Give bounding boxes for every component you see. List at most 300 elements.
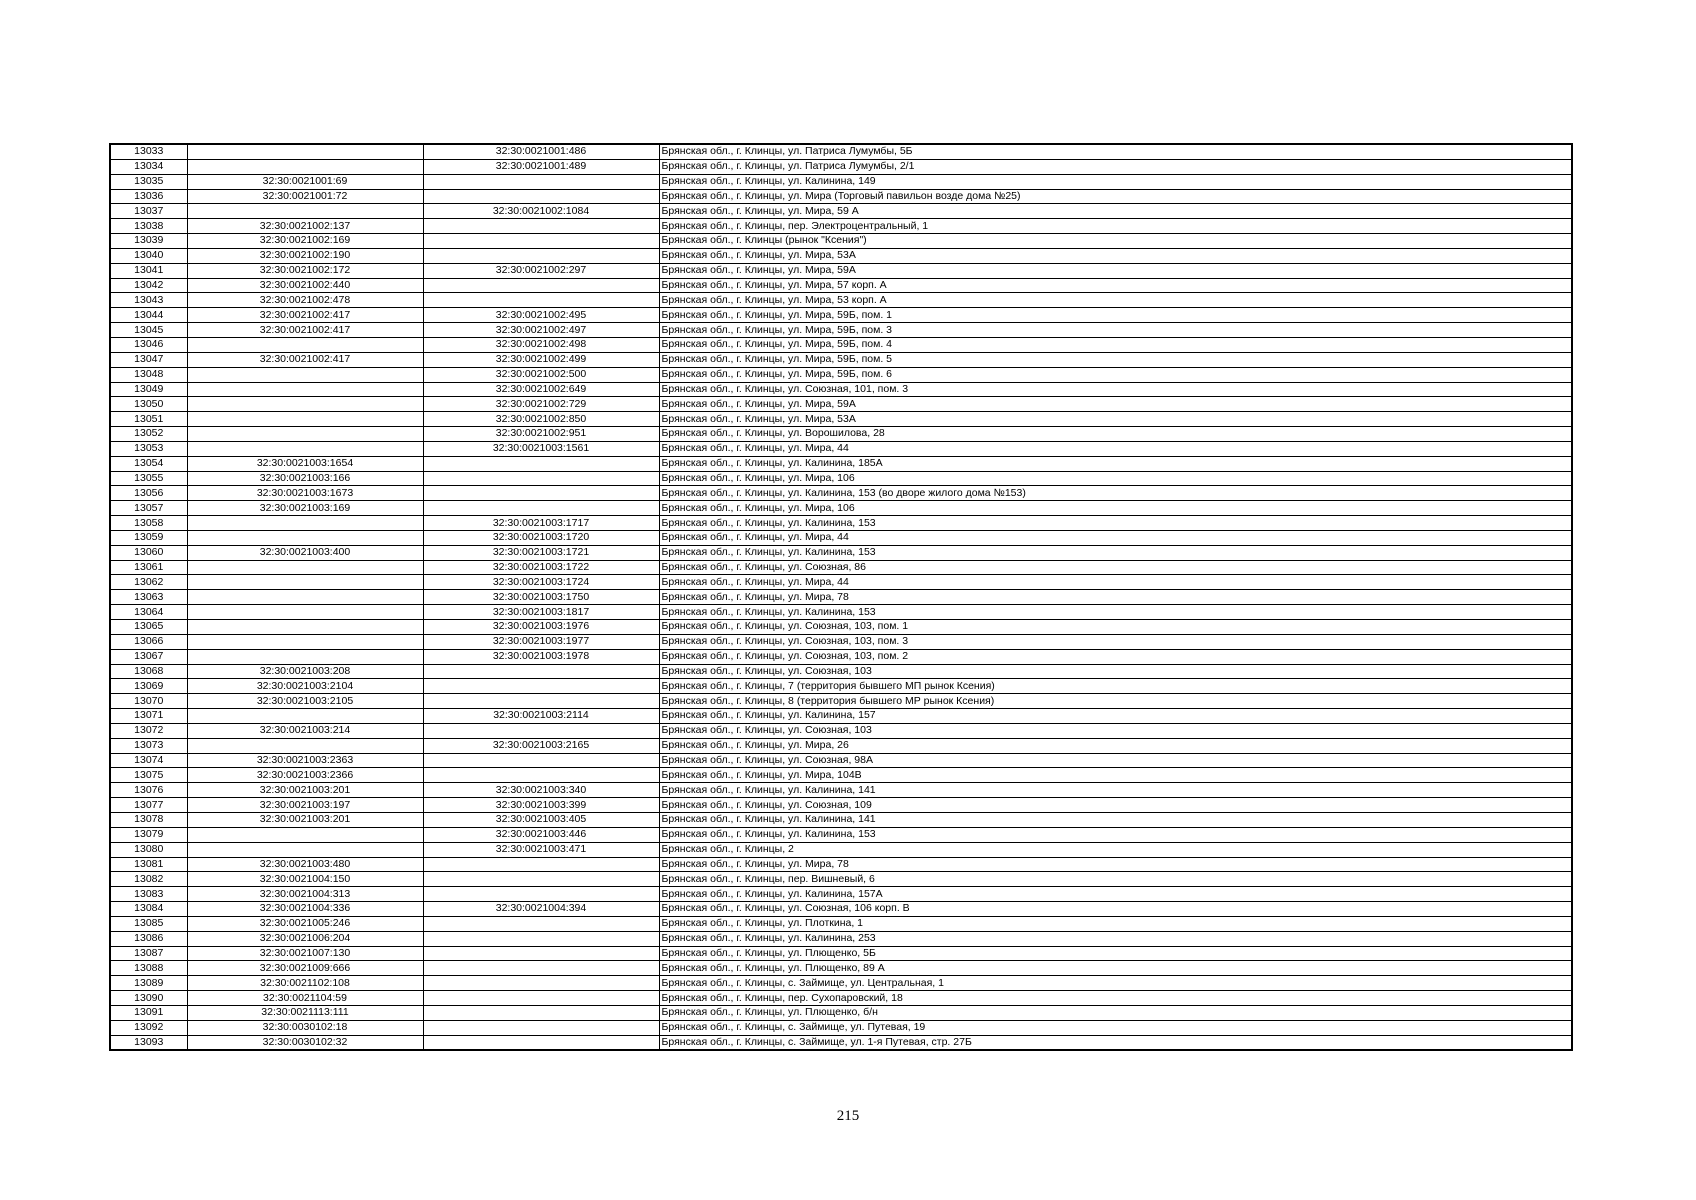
object-cadastral-cell: 32:30:0021003:1977 [423, 634, 659, 649]
address-cell: Брянская обл., г. Клинцы, ул. Мира, 78 [659, 590, 1572, 605]
row-number-cell: 13078 [110, 812, 187, 827]
table-row [110, 605, 1572, 620]
address-cell: Брянская обл., г. Клинцы, ул. Калинина, 153 [659, 605, 1572, 620]
land-cadastral-cell: 32:30:0030102:32 [187, 1035, 423, 1050]
address-cell: Брянская обл., г. Клинцы, ул. Мира, 59Б, пом. 1 [659, 308, 1572, 323]
row-number-cell: 13086 [110, 931, 187, 946]
row-number-cell: 13036 [110, 189, 187, 204]
table-row [110, 768, 1572, 783]
table-row [110, 1005, 1572, 1020]
land-cadastral-cell: 32:30:0021005:246 [187, 916, 423, 931]
row-number-cell: 13038 [110, 219, 187, 234]
object-cadastral-cell [423, 664, 659, 679]
table-row [110, 827, 1572, 842]
object-cadastral-cell [423, 961, 659, 976]
object-cadastral-cell [423, 189, 659, 204]
address-cell: Брянская обл., г. Клинцы, ул. Мира, 59Б, пом. 4 [659, 337, 1572, 352]
object-cadastral-cell: 32:30:0021003:1978 [423, 649, 659, 664]
object-cadastral-cell: 32:30:0021002:1084 [423, 204, 659, 219]
object-cadastral-cell [423, 679, 659, 694]
address-cell: Брянская обл., г. Клинцы, ул. Мира, 44 [659, 441, 1572, 456]
object-cadastral-cell: 32:30:0021002:951 [423, 427, 659, 442]
land-cadastral-cell: 32:30:0021003:201 [187, 812, 423, 827]
table-row [110, 590, 1572, 605]
table-row [110, 753, 1572, 768]
address-cell: Брянская обл., г. Клинцы, ул. Союзная, 103 [659, 723, 1572, 738]
row-number-cell: 13043 [110, 293, 187, 308]
row-number-cell: 13050 [110, 397, 187, 412]
table-row [110, 352, 1572, 367]
address-cell: Брянская обл., г. Клинцы, ул. Калинина, 157 [659, 709, 1572, 724]
address-cell: Брянская обл., г. Клинцы, ул. Мира, 59Б, пом. 5 [659, 352, 1572, 367]
address-cell: Брянская обл., г. Клинцы, 7 (территория бывшего МП рынок Ксения) [659, 679, 1572, 694]
land-cadastral-cell [187, 827, 423, 842]
row-number-cell: 13052 [110, 427, 187, 442]
row-number-cell: 13081 [110, 857, 187, 872]
row-number-cell: 13072 [110, 723, 187, 738]
row-number-cell: 13076 [110, 783, 187, 798]
row-number-cell: 13039 [110, 234, 187, 249]
table-row [110, 694, 1572, 709]
object-cadastral-cell: 32:30:0021003:405 [423, 812, 659, 827]
row-number-cell: 13079 [110, 827, 187, 842]
land-cadastral-cell: 32:30:0021113:111 [187, 1005, 423, 1020]
address-cell: Брянская обл., г. Клинцы, ул. Калинина, 153 (во дворе жилого дома №153) [659, 486, 1572, 501]
object-cadastral-cell: 32:30:0021003:1976 [423, 620, 659, 635]
object-cadastral-cell: 32:30:0021003:2165 [423, 738, 659, 753]
address-cell: Брянская обл., г. Клинцы, ул. Мира (Торговый павильон возде дома №25) [659, 189, 1572, 204]
table-row [110, 530, 1572, 545]
table-row [110, 501, 1572, 516]
table-row [110, 159, 1572, 174]
row-number-cell: 13066 [110, 634, 187, 649]
object-cadastral-cell [423, 1035, 659, 1050]
page-number: 215 [836, 1108, 860, 1124]
land-cadastral-cell: 32:30:0021003:480 [187, 857, 423, 872]
row-number-cell: 13042 [110, 278, 187, 293]
object-cadastral-cell [423, 1020, 659, 1035]
address-cell: Брянская обл., г. Клинцы, ул. Союзная, 106 корп. В [659, 902, 1572, 917]
table-row [110, 308, 1572, 323]
land-cadastral-cell [187, 412, 423, 427]
table-row [110, 560, 1572, 575]
object-cadastral-cell: 32:30:0021003:1561 [423, 441, 659, 456]
address-cell: Брянская обл., г. Клинцы, ул. Союзная, 103, пом. 2 [659, 649, 1572, 664]
object-cadastral-cell [423, 174, 659, 189]
land-cadastral-cell: 32:30:0021002:440 [187, 278, 423, 293]
row-number-cell: 13074 [110, 753, 187, 768]
address-cell: Брянская обл., г. Клинцы, ул. Мира, 44 [659, 575, 1572, 590]
land-cadastral-cell [187, 427, 423, 442]
object-cadastral-cell: 32:30:0021001:486 [423, 144, 659, 159]
table-row [110, 219, 1572, 234]
land-cadastral-cell: 32:30:0021003:197 [187, 798, 423, 813]
land-cadastral-cell: 32:30:0021004:150 [187, 872, 423, 887]
object-cadastral-cell: 32:30:0021002:495 [423, 308, 659, 323]
table-row [110, 887, 1572, 902]
land-cadastral-cell [187, 709, 423, 724]
land-cadastral-cell: 32:30:0021003:201 [187, 783, 423, 798]
object-cadastral-cell [423, 234, 659, 249]
table-row [110, 204, 1572, 219]
address-cell: Брянская обл., г. Клинцы, ул. Калинина, 153 [659, 516, 1572, 531]
address-cell: Брянская обл., г. Клинцы, ул. Мира, 59А [659, 263, 1572, 278]
row-number-cell: 13093 [110, 1035, 187, 1050]
table-row [110, 456, 1572, 471]
object-cadastral-cell: 32:30:0021003:399 [423, 798, 659, 813]
table-row [110, 738, 1572, 753]
land-cadastral-cell [187, 397, 423, 412]
table-row [110, 842, 1572, 857]
land-cadastral-cell: 32:30:0021004:336 [187, 902, 423, 917]
table-row [110, 976, 1572, 991]
object-cadastral-cell: 32:30:0021002:498 [423, 337, 659, 352]
registry-body [110, 144, 1572, 1050]
object-cadastral-cell: 32:30:0021003:471 [423, 842, 659, 857]
table-row [110, 931, 1572, 946]
row-number-cell: 13067 [110, 649, 187, 664]
table-row [110, 723, 1572, 738]
land-cadastral-cell: 32:30:0021003:2105 [187, 694, 423, 709]
table-row [110, 337, 1572, 352]
row-number-cell: 13044 [110, 308, 187, 323]
object-cadastral-cell [423, 219, 659, 234]
object-cadastral-cell: 32:30:0021003:1717 [423, 516, 659, 531]
table-row [110, 263, 1572, 278]
address-cell: Брянская обл., г. Клинцы, с. Займище, ул. Центральная, 1 [659, 976, 1572, 991]
table-row [110, 278, 1572, 293]
land-cadastral-cell: 32:30:0021003:2363 [187, 753, 423, 768]
land-cadastral-cell: 32:30:0021006:204 [187, 931, 423, 946]
object-cadastral-cell [423, 976, 659, 991]
row-number-cell: 13088 [110, 961, 187, 976]
land-cadastral-cell: 32:30:0021001:72 [187, 189, 423, 204]
land-cadastral-cell [187, 842, 423, 857]
address-cell: Брянская обл., г. Клинцы, ул. Мира, 59 А [659, 204, 1572, 219]
land-cadastral-cell: 32:30:0021003:166 [187, 471, 423, 486]
object-cadastral-cell: 32:30:0021002:729 [423, 397, 659, 412]
land-cadastral-cell: 32:30:0021104:59 [187, 991, 423, 1006]
land-cadastral-cell: 32:30:0021002:169 [187, 234, 423, 249]
land-cadastral-cell: 32:30:0021003:214 [187, 723, 423, 738]
land-cadastral-cell: 32:30:0021002:417 [187, 352, 423, 367]
table-row [110, 248, 1572, 263]
row-number-cell: 13069 [110, 679, 187, 694]
address-cell: Брянская обл., г. Клинцы, 2 [659, 842, 1572, 857]
table-row [110, 441, 1572, 456]
address-cell: Брянская обл., г. Клинцы, пер. Электроцентральный, 1 [659, 219, 1572, 234]
object-cadastral-cell: 32:30:0021002:649 [423, 382, 659, 397]
row-number-cell: 13068 [110, 664, 187, 679]
row-number-cell: 13062 [110, 575, 187, 590]
land-cadastral-cell [187, 590, 423, 605]
address-cell: Брянская обл., г. Клинцы, ул. Мира, 53А [659, 248, 1572, 263]
address-cell: Брянская обл., г. Клинцы, ул. Мира, 59Б, пом. 3 [659, 323, 1572, 338]
table-row [110, 174, 1572, 189]
address-cell: Брянская обл., г. Клинцы, ул. Плющенко, б/н [659, 1005, 1572, 1020]
land-cadastral-cell: 32:30:0021003:208 [187, 664, 423, 679]
land-cadastral-cell [187, 649, 423, 664]
row-number-cell: 13065 [110, 620, 187, 635]
address-cell: Брянская обл., г. Клинцы, ул. Мира, 53 корп. А [659, 293, 1572, 308]
land-cadastral-cell: 32:30:0021003:400 [187, 545, 423, 560]
address-cell: Брянская обл., г. Клинцы, ул. Мира, 106 [659, 501, 1572, 516]
object-cadastral-cell [423, 486, 659, 501]
object-cadastral-cell [423, 991, 659, 1006]
address-cell: Брянская обл., г. Клинцы, ул. Патриса Лумумбы, 2/1 [659, 159, 1572, 174]
table-row [110, 382, 1572, 397]
land-cadastral-cell [187, 441, 423, 456]
row-number-cell: 13061 [110, 560, 187, 575]
row-number-cell: 13063 [110, 590, 187, 605]
address-cell: Брянская обл., г. Клинцы, ул. Союзная, 98А [659, 753, 1572, 768]
land-cadastral-cell: 32:30:0021001:69 [187, 174, 423, 189]
address-cell: Брянская обл., г. Клинцы, ул. Калинина, 153 [659, 827, 1572, 842]
address-cell: Брянская обл., г. Клинцы, ул. Калинина, 253 [659, 931, 1572, 946]
row-number-cell: 13047 [110, 352, 187, 367]
table-row [110, 189, 1572, 204]
land-cadastral-cell [187, 337, 423, 352]
row-number-cell: 13051 [110, 412, 187, 427]
table-row [110, 1020, 1572, 1035]
address-cell: Брянская обл., г. Клинцы, ул. Калинина, 153 [659, 545, 1572, 560]
row-number-cell: 13082 [110, 872, 187, 887]
table-row [110, 916, 1572, 931]
table-row [110, 367, 1572, 382]
address-cell: Брянская обл., г. Клинцы, ул. Союзная, 103, пом. 3 [659, 634, 1572, 649]
object-cadastral-cell: 32:30:0021003:446 [423, 827, 659, 842]
row-number-cell: 13045 [110, 323, 187, 338]
land-cadastral-cell [187, 144, 423, 159]
object-cadastral-cell [423, 872, 659, 887]
table-row [110, 798, 1572, 813]
address-cell: Брянская обл., г. Клинцы, ул. Мира, 57 корп. А [659, 278, 1572, 293]
address-cell: Брянская обл., г. Клинцы, пер. Сухопаровский, 18 [659, 991, 1572, 1006]
table-row [110, 709, 1572, 724]
land-cadastral-cell: 32:30:0021002:478 [187, 293, 423, 308]
object-cadastral-cell: 32:30:0021002:850 [423, 412, 659, 427]
row-number-cell: 13058 [110, 516, 187, 531]
object-cadastral-cell [423, 946, 659, 961]
table-row [110, 872, 1572, 887]
table-row [110, 144, 1572, 159]
address-cell: Брянская обл., г. Клинцы, ул. Калинина, 141 [659, 783, 1572, 798]
object-cadastral-cell [423, 916, 659, 931]
land-cadastral-cell [187, 605, 423, 620]
address-cell: Брянская обл., г. Клинцы, ул. Калинина, 157А [659, 887, 1572, 902]
object-cadastral-cell: 32:30:0021003:2114 [423, 709, 659, 724]
object-cadastral-cell: 32:30:0021002:497 [423, 323, 659, 338]
object-cadastral-cell: 32:30:0021001:489 [423, 159, 659, 174]
land-cadastral-cell [187, 634, 423, 649]
row-number-cell: 13046 [110, 337, 187, 352]
registry-table [109, 143, 1573, 1051]
row-number-cell: 13059 [110, 530, 187, 545]
object-cadastral-cell [423, 694, 659, 709]
row-number-cell: 13053 [110, 441, 187, 456]
object-cadastral-cell: 32:30:0021002:500 [423, 367, 659, 382]
address-cell: Брянская обл., г. Клинцы, ул. Мира, 59А [659, 397, 1572, 412]
table-row [110, 323, 1572, 338]
address-cell: Брянская обл., г. Клинцы, ул. Союзная, 101, пом. 3 [659, 382, 1572, 397]
land-cadastral-cell: 32:30:0021002:417 [187, 323, 423, 338]
object-cadastral-cell: 32:30:0021003:1724 [423, 575, 659, 590]
row-number-cell: 13071 [110, 709, 187, 724]
object-cadastral-cell: 32:30:0021003:1750 [423, 590, 659, 605]
table-row [110, 293, 1572, 308]
row-number-cell: 13080 [110, 842, 187, 857]
table-row [110, 471, 1572, 486]
object-cadastral-cell [423, 857, 659, 872]
land-cadastral-cell [187, 560, 423, 575]
row-number-cell: 13087 [110, 946, 187, 961]
object-cadastral-cell [423, 931, 659, 946]
address-cell: Брянская обл., г. Клинцы, ул. Плющенко, 89 А [659, 961, 1572, 976]
land-cadastral-cell [187, 575, 423, 590]
land-cadastral-cell: 32:30:0021002:190 [187, 248, 423, 263]
object-cadastral-cell [423, 723, 659, 738]
row-number-cell: 13073 [110, 738, 187, 753]
land-cadastral-cell [187, 516, 423, 531]
row-number-cell: 13083 [110, 887, 187, 902]
table-row [110, 575, 1572, 590]
address-cell: Брянская обл., г. Клинцы, ул. Мира, 26 [659, 738, 1572, 753]
row-number-cell: 13070 [110, 694, 187, 709]
address-cell: Брянская обл., г. Клинцы, ул. Мира, 44 [659, 530, 1572, 545]
row-number-cell: 13060 [110, 545, 187, 560]
land-cadastral-cell [187, 159, 423, 174]
object-cadastral-cell [423, 501, 659, 516]
table-row [110, 1035, 1572, 1050]
object-cadastral-cell: 32:30:0021002:297 [423, 263, 659, 278]
address-cell: Брянская обл., г. Клинцы, ул. Калинина, 141 [659, 812, 1572, 827]
object-cadastral-cell: 32:30:0021003:1722 [423, 560, 659, 575]
object-cadastral-cell [423, 278, 659, 293]
land-cadastral-cell [187, 382, 423, 397]
row-number-cell: 13092 [110, 1020, 187, 1035]
object-cadastral-cell: 32:30:0021004:394 [423, 902, 659, 917]
land-cadastral-cell [187, 530, 423, 545]
land-cadastral-cell: 32:30:0021002:172 [187, 263, 423, 278]
address-cell: Брянская обл., г. Клинцы (рынок "Ксения") [659, 234, 1572, 249]
row-number-cell: 13048 [110, 367, 187, 382]
table-row [110, 634, 1572, 649]
object-cadastral-cell: 32:30:0021003:1817 [423, 605, 659, 620]
land-cadastral-cell: 32:30:0021003:1673 [187, 486, 423, 501]
row-number-cell: 13091 [110, 1005, 187, 1020]
address-cell: Брянская обл., г. Клинцы, ул. Калинина, 185А [659, 456, 1572, 471]
land-cadastral-cell: 32:30:0021003:169 [187, 501, 423, 516]
address-cell: Брянская обл., г. Клинцы, с. Займище, ул. Путевая, 19 [659, 1020, 1572, 1035]
object-cadastral-cell [423, 248, 659, 263]
object-cadastral-cell [423, 293, 659, 308]
table-row [110, 812, 1572, 827]
address-cell: Брянская обл., г. Клинцы, ул. Ворошилова, 28 [659, 427, 1572, 442]
land-cadastral-cell [187, 367, 423, 382]
row-number-cell: 13085 [110, 916, 187, 931]
table-row [110, 946, 1572, 961]
land-cadastral-cell: 32:30:0021003:2104 [187, 679, 423, 694]
row-number-cell: 13049 [110, 382, 187, 397]
table-row [110, 991, 1572, 1006]
object-cadastral-cell [423, 456, 659, 471]
object-cadastral-cell: 32:30:0021002:499 [423, 352, 659, 367]
address-cell: Брянская обл., г. Клинцы, с. Займище, ул. 1-я Путевая, стр. 27Б [659, 1035, 1572, 1050]
table-row [110, 961, 1572, 976]
row-number-cell: 13064 [110, 605, 187, 620]
table-row [110, 516, 1572, 531]
object-cadastral-cell: 32:30:0021003:1720 [423, 530, 659, 545]
address-cell: Брянская обл., г. Клинцы, ул. Плющенко, 5Б [659, 946, 1572, 961]
address-cell: Брянская обл., г. Клинцы, ул. Союзная, 109 [659, 798, 1572, 813]
table-row [110, 902, 1572, 917]
address-cell: Брянская обл., г. Клинцы, 8 (территория бывшего МР рынок Ксения) [659, 694, 1572, 709]
address-cell: Брянская обл., г. Клинцы, ул. Мира, 106 [659, 471, 1572, 486]
land-cadastral-cell: 32:30:0021009:666 [187, 961, 423, 976]
table-row [110, 679, 1572, 694]
object-cadastral-cell: 32:30:0021003:340 [423, 783, 659, 798]
land-cadastral-cell: 32:30:0021004:313 [187, 887, 423, 902]
land-cadastral-cell [187, 204, 423, 219]
row-number-cell: 13075 [110, 768, 187, 783]
row-number-cell: 13077 [110, 798, 187, 813]
land-cadastral-cell [187, 738, 423, 753]
land-cadastral-cell: 32:30:0021007:130 [187, 946, 423, 961]
table-row [110, 664, 1572, 679]
row-number-cell: 13040 [110, 248, 187, 263]
address-cell: Брянская обл., г. Клинцы, ул. Союзная, 103, пом. 1 [659, 620, 1572, 635]
address-cell: Брянская обл., г. Клинцы, пер. Вишневый, 6 [659, 872, 1572, 887]
address-cell: Брянская обл., г. Клинцы, ул. Плоткина, 1 [659, 916, 1572, 931]
address-cell: Брянская обл., г. Клинцы, ул. Союзная, 103 [659, 664, 1572, 679]
land-cadastral-cell: 32:30:0021003:1654 [187, 456, 423, 471]
object-cadastral-cell [423, 753, 659, 768]
row-number-cell: 13037 [110, 204, 187, 219]
object-cadastral-cell: 32:30:0021003:1721 [423, 545, 659, 560]
address-cell: Брянская обл., г. Клинцы, ул. Мира, 59Б, пом. 6 [659, 367, 1572, 382]
table-row [110, 412, 1572, 427]
land-cadastral-cell: 32:30:0021102:108 [187, 976, 423, 991]
address-cell: Брянская обл., г. Клинцы, ул. Калинина, 149 [659, 174, 1572, 189]
address-cell: Брянская обл., г. Клинцы, ул. Мира, 53А [659, 412, 1572, 427]
row-number-cell: 13055 [110, 471, 187, 486]
table-row [110, 620, 1572, 635]
row-number-cell: 13041 [110, 263, 187, 278]
address-cell: Брянская обл., г. Клинцы, ул. Мира, 78 [659, 857, 1572, 872]
address-cell: Брянская обл., г. Клинцы, ул. Мира, 104В [659, 768, 1572, 783]
table-row [110, 397, 1572, 412]
table-row [110, 486, 1572, 501]
table-row [110, 427, 1572, 442]
row-number-cell: 13033 [110, 144, 187, 159]
land-cadastral-cell: 32:30:0021002:137 [187, 219, 423, 234]
object-cadastral-cell [423, 1005, 659, 1020]
row-number-cell: 13034 [110, 159, 187, 174]
table-row [110, 783, 1572, 798]
object-cadastral-cell [423, 768, 659, 783]
table-row [110, 234, 1572, 249]
row-number-cell: 13089 [110, 976, 187, 991]
object-cadastral-cell [423, 887, 659, 902]
row-number-cell: 13054 [110, 456, 187, 471]
row-number-cell: 13057 [110, 501, 187, 516]
address-cell: Брянская обл., г. Клинцы, ул. Патриса Лумумбы, 5Б [659, 144, 1572, 159]
land-cadastral-cell: 32:30:0021003:2366 [187, 768, 423, 783]
object-cadastral-cell [423, 471, 659, 486]
row-number-cell: 13090 [110, 991, 187, 1006]
row-number-cell: 13084 [110, 902, 187, 917]
row-number-cell: 13035 [110, 174, 187, 189]
